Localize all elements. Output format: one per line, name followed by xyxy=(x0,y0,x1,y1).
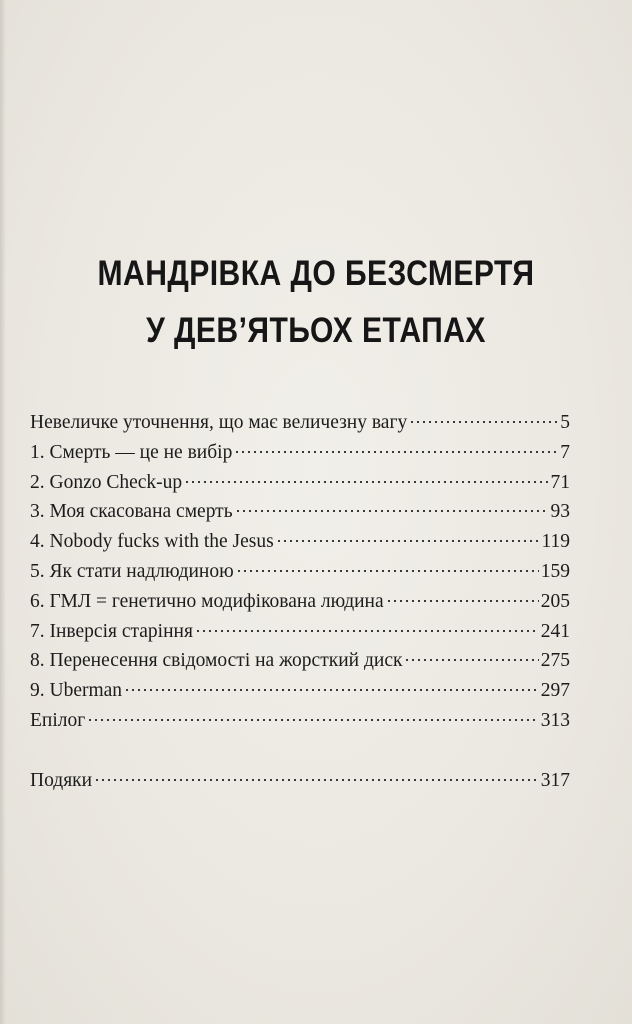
toc-entry-page: 205 xyxy=(540,590,570,612)
toc-entry-epilogue[interactable] xyxy=(30,706,570,736)
toc-entry-page: 297 xyxy=(540,680,570,702)
toc-entry-chapter-6[interactable] xyxy=(30,587,570,617)
toc-entry-chapter-3[interactable] xyxy=(30,497,570,527)
toc-entry-page: 275 xyxy=(540,650,570,672)
toc-entry-page: 7 xyxy=(560,441,570,463)
page-edge-shadow xyxy=(0,0,6,1024)
toc-entry-title: 6. ГМЛ = генетично модифікована людина xyxy=(30,590,384,612)
toc-entry-page: 5 xyxy=(560,412,570,433)
dot-leader xyxy=(87,719,539,721)
toc-entry-chapter-1[interactable] xyxy=(30,438,570,468)
dot-leader xyxy=(404,659,538,661)
toc-entry-chapter-8[interactable] xyxy=(30,646,570,676)
toc-entry-title: 8. Перенесення свідомості на жорсткий диск xyxy=(30,650,403,672)
toc-entry-page: 317 xyxy=(540,769,570,791)
toc-entry-title: Епілог xyxy=(30,709,86,731)
toc-entry-page: 93 xyxy=(550,501,570,523)
dot-leader xyxy=(409,421,558,423)
toc-entry-title: 1. Смерть — це не вибір xyxy=(30,441,233,463)
toc-entry-page: 159 xyxy=(540,560,570,582)
toc-entry-page: 71 xyxy=(550,471,570,493)
dot-leader xyxy=(234,451,558,453)
toc-entry-chapter-2[interactable] xyxy=(30,468,570,498)
toc-entry-title: 7. Інверсія старіння xyxy=(30,620,193,642)
toc-entry-intro[interactable] xyxy=(30,408,570,438)
dot-leader xyxy=(235,510,549,512)
toc-entry-chapter-7[interactable] xyxy=(30,617,570,647)
dot-leader xyxy=(184,481,548,483)
dot-leader xyxy=(236,570,539,572)
toc-spacer xyxy=(30,736,570,766)
dot-leader xyxy=(124,689,539,691)
toc-entry-title: 3. Моя скасована смерть xyxy=(30,501,233,523)
toc-entry-page: 313 xyxy=(540,709,570,731)
dot-leader xyxy=(386,600,539,602)
contents-title-line-2: У ДЕВ’ЯТЬОХ ЕТАПАХ xyxy=(146,311,486,350)
toc-entry-chapter-5[interactable] xyxy=(30,557,570,587)
contents-title-line-1: МАНДРІВКА ДО БЕЗСМЕРТЯ xyxy=(97,254,535,293)
toc-entry-chapter-9[interactable] xyxy=(30,676,570,706)
dot-leader xyxy=(94,779,539,781)
toc-entry-title: 9. Uberman xyxy=(30,680,123,702)
toc-entry-page: 241 xyxy=(540,620,570,642)
toc-entry-title: 5. Як стати надлюдиною xyxy=(30,560,234,582)
toc-entry-chapter-4[interactable] xyxy=(30,527,570,557)
toc-entry-title: Невеличке уточнення, що має величезну вагу xyxy=(30,412,408,433)
dot-leader xyxy=(195,630,539,632)
toc-entry-title: 2. Gonzo Check-up xyxy=(30,471,183,493)
toc-entry-title: Подяки xyxy=(30,769,93,791)
toc-entry-page: 119 xyxy=(541,531,570,553)
table-of-contents xyxy=(30,408,570,796)
toc-entry-title: 4. Nobody fucks with the Jesus xyxy=(30,531,274,553)
dot-leader xyxy=(276,540,540,542)
toc-entry-acknowledgements[interactable] xyxy=(30,766,570,796)
